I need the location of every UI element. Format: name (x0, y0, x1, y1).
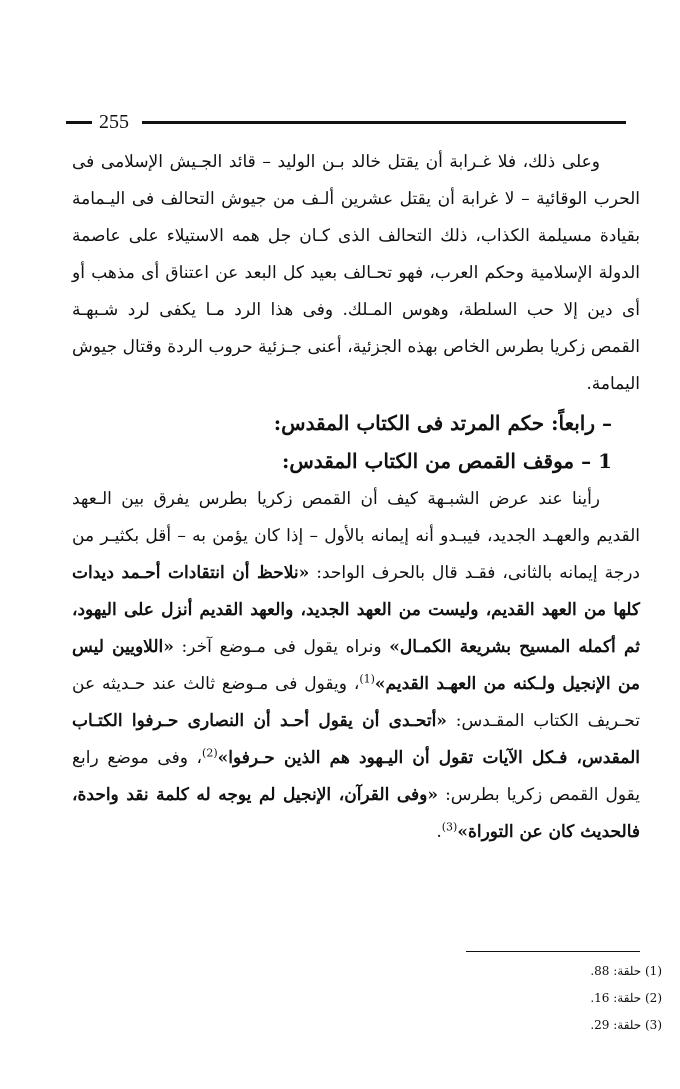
quote: «نلاحظ أن انتقادات أحـمد ديدات كلها من العهد القديم، وليست من العهد الجديد، والعهد القديم أنزل على اليهود، ثم أكمله المسيح بشريعة الكمـال» (72, 563, 641, 657)
footnote: (2) حلقة: 16. (590, 991, 662, 1005)
quote: «اللاويين ليس من الإنجيل ولـكنه من العهـد القديم» (72, 637, 640, 694)
text-segment: ، ويقول فى مـوضع ثالث عند حـديثه عن تحـريف الكتاب المقـدس: (72, 674, 641, 731)
text-segment: . (436, 822, 442, 842)
quote: «وفى القرآن، الإنجيل لم يوجه له كلمة نقد واحدة، فالحديث كان عن التوراة» (72, 785, 640, 842)
footnote: (1) حلقة: 88. (590, 964, 662, 978)
footnote-marker: (1) (359, 672, 375, 686)
text-segment: ، وفى موضع رابع يقول القمص زكريا بطرس: (72, 748, 640, 805)
page-number: 255 (99, 111, 129, 133)
text-segment: ونراه يقول فى مـوضع آخر: (173, 637, 390, 657)
header-rule-right (142, 121, 626, 124)
page-header (66, 110, 626, 134)
header-rule-left (66, 121, 92, 124)
footnote-marker: (3) (441, 820, 458, 834)
text-segment: رأينا عند عرض الشبـهة كيف أن القمص زكريا بطرس يفرق بين الـعهد القديم والعهـد الجديد، فيبـدو أنه إيمانه بالأول – إذا كان يؤمن به – أقل بكثيـر من درجة إيمانه بالثانى، فقـد قال بالحرف الواحد: (72, 489, 640, 583)
paragraph-1: وعلى ذلك، فلا غـرابة أن يقتل خالد بـن الوليد – قائد الجـيش الإسلامى فى الحرب الوقائية – لا غرابة أن يقتل عشرين ألـف من جيوش التحالف فى اليـمامة بقيادة مسيلمة الكذاب، ذلك التحالف الذى كـان جل همه الاستيلاء على عاصمة الدولة الإسلامية وحكم العرب، فهو تحـالف بعيد كل البعد عن اعتناق أى مذهب أو أى دين إلا حب السلطة، وهوس المـلك. وفى هذا الرد مـا يكفى لرد شـبهـة القمص زكريا بطرس الخاص بهذه الجزئية، أعنى جـزئية حروب الردة وقتال جيوش اليمامة. (72, 152, 640, 394)
footnotes (400, 958, 662, 1039)
footnote-marker: (2) (202, 746, 218, 760)
subsection-heading: 1 – موقف القمص من الكتاب المقدس: (281, 449, 612, 473)
section-heading: – رابعاً: حكم المرتد فى الكتاب المقدس: (273, 411, 612, 435)
footnote-separator (466, 951, 640, 952)
footnote: (3) حلقة: 29. (590, 1018, 662, 1032)
quote: «أتحـدى أن يقول أحـد أن النصارى حـرفوا الكتـاب المقدس، فـكل الآيات تقول أن اليـهود هم الذين حـرفوا» (72, 711, 640, 768)
page-body (72, 144, 640, 851)
paragraph-2 (72, 481, 640, 851)
